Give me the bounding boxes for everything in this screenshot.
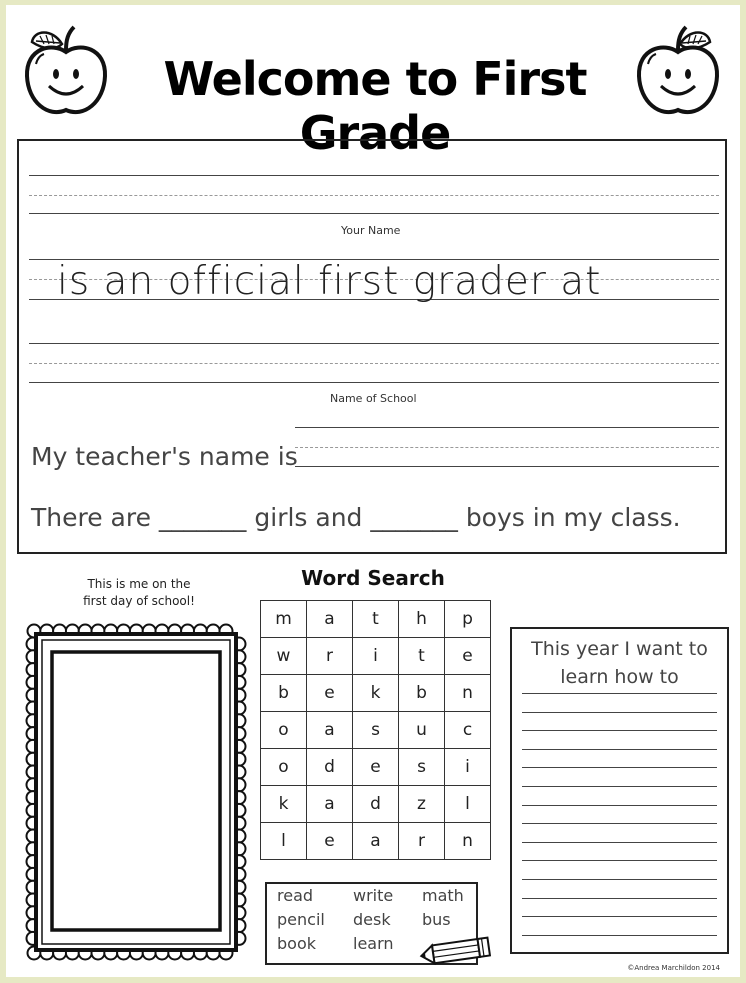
- your-name-label: Your Name: [341, 224, 401, 237]
- grid-cell[interactable]: o: [261, 749, 307, 786]
- word-bank-box: [265, 882, 478, 965]
- grid-cell[interactable]: n: [445, 823, 491, 860]
- teacher-line-mid: [295, 447, 719, 448]
- writing-line[interactable]: [522, 749, 717, 750]
- writing-line[interactable]: [522, 730, 717, 731]
- grid-cell[interactable]: h: [399, 601, 445, 638]
- grid-cell[interactable]: s: [399, 749, 445, 786]
- grid-cell[interactable]: e: [307, 675, 353, 712]
- grid-row: [261, 823, 491, 860]
- school-line-top: [29, 343, 719, 344]
- word-search-grid: [260, 600, 491, 860]
- grid-cell[interactable]: r: [307, 638, 353, 675]
- left-apple-icon: [22, 24, 110, 120]
- writing-line[interactable]: [522, 693, 717, 694]
- grid-cell[interactable]: w: [261, 638, 307, 675]
- grid-cell[interactable]: l: [445, 786, 491, 823]
- writing-line[interactable]: [522, 860, 717, 861]
- writing-line[interactable]: [522, 805, 717, 806]
- page-title: Welcome to First Grade: [163, 52, 587, 160]
- grid-cell[interactable]: k: [353, 675, 399, 712]
- writing-line[interactable]: [522, 935, 717, 936]
- word-bank-word: pencil: [277, 910, 325, 929]
- grid-cell[interactable]: i: [353, 638, 399, 675]
- learn-title-line-2: learn how to: [560, 666, 679, 688]
- name-line-top: [29, 175, 719, 176]
- word-bank-word: write: [353, 886, 394, 905]
- word-search-title: Word Search: [301, 566, 445, 590]
- grid-cell[interactable]: b: [399, 675, 445, 712]
- grid-cell[interactable]: c: [445, 712, 491, 749]
- pencil-icon: [419, 934, 495, 968]
- writing-line[interactable]: [522, 916, 717, 917]
- writing-line[interactable]: [522, 842, 717, 843]
- grid-cell[interactable]: e: [445, 638, 491, 675]
- grid-row: [261, 601, 491, 638]
- copyright-text: ©Andrea Marchildon 2014: [627, 964, 720, 972]
- word-bank-word: desk: [353, 910, 391, 929]
- grid-cell[interactable]: s: [353, 712, 399, 749]
- grid-cell[interactable]: d: [307, 749, 353, 786]
- caption-line-1: This is me on the: [87, 577, 191, 591]
- grid-cell[interactable]: a: [307, 712, 353, 749]
- teacher-line-base[interactable]: [295, 466, 719, 467]
- right-apple-icon: [634, 24, 722, 120]
- grid-cell[interactable]: d: [353, 786, 399, 823]
- word-bank-word: learn: [353, 934, 394, 953]
- grid-cell[interactable]: r: [399, 823, 445, 860]
- photo-caption: [64, 576, 214, 610]
- photo-frame[interactable]: [24, 622, 248, 962]
- grid-row: [261, 749, 491, 786]
- official-text: is an official first grader at: [57, 259, 602, 304]
- teacher-line-top: [295, 427, 719, 428]
- grid-cell[interactable]: i: [445, 749, 491, 786]
- grid-cell[interactable]: a: [307, 601, 353, 638]
- writing-line[interactable]: [522, 712, 717, 713]
- school-line-mid: [29, 363, 719, 364]
- grid-cell[interactable]: u: [399, 712, 445, 749]
- grid-row: [261, 638, 491, 675]
- grid-cell[interactable]: a: [307, 786, 353, 823]
- writing-line[interactable]: [522, 767, 717, 768]
- grid-row: [261, 786, 491, 823]
- learn-title-line-1: This year I want to: [531, 638, 708, 660]
- grid-cell[interactable]: o: [261, 712, 307, 749]
- grid-row: [261, 712, 491, 749]
- grid-cell[interactable]: a: [353, 823, 399, 860]
- writing-line[interactable]: [522, 786, 717, 787]
- grid-cell[interactable]: t: [399, 638, 445, 675]
- word-bank-word: read: [277, 886, 314, 905]
- school-line-base[interactable]: [29, 382, 719, 383]
- name-line-mid: [29, 195, 719, 196]
- writing-line[interactable]: [522, 898, 717, 899]
- word-bank-word: bus: [422, 910, 451, 929]
- grid-cell[interactable]: z: [399, 786, 445, 823]
- grid-cell[interactable]: n: [445, 675, 491, 712]
- grid-row: [261, 675, 491, 712]
- name-info-box: [17, 139, 727, 554]
- class-count-text: There are _______ girls and _______ boys in my class.: [31, 503, 681, 532]
- word-bank-word: book: [277, 934, 316, 953]
- grid-cell[interactable]: t: [353, 601, 399, 638]
- writing-line[interactable]: [522, 879, 717, 880]
- grid-cell[interactable]: p: [445, 601, 491, 638]
- learn-goals-box: [510, 627, 729, 954]
- name-line-base[interactable]: [29, 213, 719, 214]
- grid-cell[interactable]: l: [261, 823, 307, 860]
- grid-cell[interactable]: b: [261, 675, 307, 712]
- grid-cell[interactable]: m: [261, 601, 307, 638]
- word-bank-word: math: [422, 886, 464, 905]
- writing-line[interactable]: [522, 823, 717, 824]
- grid-cell[interactable]: k: [261, 786, 307, 823]
- learn-goals-title: [512, 635, 727, 691]
- caption-line-2: first day of school!: [83, 594, 195, 608]
- teacher-text: My teacher's name is: [31, 442, 298, 471]
- grid-cell[interactable]: e: [353, 749, 399, 786]
- school-name-label: Name of School: [330, 392, 417, 405]
- grid-cell[interactable]: e: [307, 823, 353, 860]
